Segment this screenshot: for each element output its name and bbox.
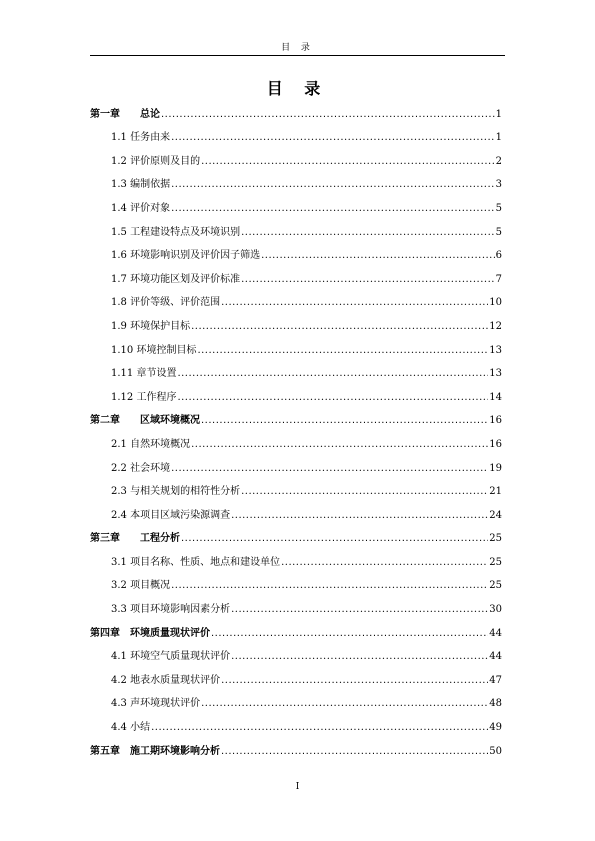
toc-entry-title: 1.9 环境保护目标 <box>111 320 191 332</box>
toc-dot-leader <box>177 392 488 404</box>
toc-page-number: 30 <box>489 604 502 616</box>
toc-section-entry[interactable] <box>90 595 502 619</box>
toc-page-number: 10 <box>489 297 502 309</box>
toc-page-number: 44 <box>489 651 502 663</box>
toc-section-entry[interactable] <box>90 218 502 242</box>
toc-page-number: 24 <box>489 509 502 521</box>
toc-dot-leader <box>191 439 488 451</box>
toc-dot-leader <box>241 227 495 239</box>
toc-entry-title: 4.4 小结 <box>111 722 151 734</box>
toc-dot-leader <box>221 675 488 687</box>
toc-entry-title: 1.12 工作程序 <box>111 391 177 403</box>
toc-section-entry[interactable] <box>90 713 502 737</box>
toc-dot-leader <box>201 415 488 427</box>
document-title: 目 录 <box>266 79 329 98</box>
toc-dot-leader <box>191 321 488 333</box>
table-of-contents <box>90 100 502 761</box>
toc-page-number: 1 <box>495 132 502 144</box>
toc-dot-leader <box>177 368 488 380</box>
toc-page-number: 48 <box>489 698 502 710</box>
toc-page-number: 49 <box>489 722 502 734</box>
toc-chapter-entry[interactable] <box>90 737 502 761</box>
toc-dot-leader <box>241 274 495 286</box>
toc-section-entry[interactable] <box>90 383 502 407</box>
toc-section-entry[interactable] <box>90 171 502 195</box>
toc-dot-leader <box>171 179 495 191</box>
toc-dot-leader <box>231 604 488 616</box>
toc-entry-title: 1.11 章节设置 <box>111 368 177 380</box>
toc-page-number: 1 <box>495 108 502 120</box>
toc-dot-leader <box>201 698 488 710</box>
toc-entry-title: 1.3 编制依据 <box>111 179 171 191</box>
toc-page-number: 16 <box>489 415 502 427</box>
toc-chapter-entry[interactable] <box>90 525 502 549</box>
toc-section-entry[interactable] <box>90 147 502 171</box>
toc-section-entry[interactable] <box>90 242 502 266</box>
toc-dot-leader <box>151 722 488 734</box>
toc-chapter-entry[interactable] <box>90 407 502 431</box>
toc-section-entry[interactable] <box>90 194 502 218</box>
toc-page-number: 25 <box>489 533 502 545</box>
toc-page-number: 3 <box>495 179 502 191</box>
toc-entry-title: 1.4 评价对象 <box>111 202 171 214</box>
toc-section-entry[interactable] <box>90 643 502 667</box>
toc-page-number: 13 <box>489 368 502 380</box>
toc-dot-leader <box>241 486 488 498</box>
toc-entry-title: 第五章 施工期环境影响分析 <box>90 745 220 757</box>
toc-page-number: 5 <box>495 226 502 238</box>
toc-dot-leader <box>281 557 488 569</box>
toc-dot-leader <box>171 132 495 144</box>
toc-entry-title: 2.3 与相关规划的相符性分析 <box>111 486 241 498</box>
toc-page-number: 6 <box>495 250 502 262</box>
toc-entry-title: 2.1 自然环境概况 <box>111 438 191 450</box>
toc-dot-leader <box>197 345 488 357</box>
toc-section-entry[interactable] <box>90 124 502 148</box>
toc-dot-leader <box>161 109 495 121</box>
header-rule <box>90 55 505 56</box>
toc-page-number: 16 <box>489 438 502 450</box>
toc-entry-title: 2.4 本项目区域污染源调查 <box>111 509 231 521</box>
toc-page-number: 7 <box>495 273 502 285</box>
toc-section-entry[interactable] <box>90 336 502 360</box>
toc-entry-title: 1.10 环境控制目标 <box>111 344 197 356</box>
toc-page-number: 47 <box>489 674 502 686</box>
toc-entry-title: 第三章 工程分析 <box>90 533 180 545</box>
toc-section-entry[interactable] <box>90 360 502 384</box>
toc-section-entry[interactable] <box>90 572 502 596</box>
toc-chapter-entry[interactable] <box>90 100 502 124</box>
toc-dot-leader <box>231 651 488 663</box>
toc-section-entry[interactable] <box>90 548 502 572</box>
toc-section-entry[interactable] <box>90 501 502 525</box>
toc-entry-title: 4.1 环境空气质量现状评价 <box>111 651 231 663</box>
toc-entry-title: 1.7 环境功能区划及评价标准 <box>111 273 241 285</box>
toc-page-number: 13 <box>489 344 502 356</box>
toc-entry-title: 3.2 项目概况 <box>111 580 171 592</box>
toc-page-number: 2 <box>495 155 502 167</box>
toc-entry-title: 第四章 环境质量现状评价 <box>90 627 210 639</box>
toc-dot-leader <box>181 533 488 545</box>
toc-page-number: 25 <box>489 556 502 568</box>
toc-section-entry[interactable] <box>90 430 502 454</box>
toc-entry-title: 3.3 项目环境影响因素分析 <box>111 604 231 616</box>
toc-page-number: 50 <box>489 745 502 757</box>
toc-section-entry[interactable] <box>90 478 502 502</box>
page-number: I <box>295 782 300 792</box>
toc-dot-leader <box>171 580 488 592</box>
toc-entry-title: 1.5 工程建设特点及环境识别 <box>111 226 241 238</box>
toc-dot-leader <box>221 297 488 309</box>
toc-section-entry[interactable] <box>90 265 502 289</box>
toc-dot-leader <box>231 510 488 522</box>
toc-section-entry[interactable] <box>90 289 502 313</box>
toc-entry-title: 第二章 区域环境概况 <box>90 415 200 427</box>
toc-section-entry[interactable] <box>90 454 502 478</box>
toc-entry-title: 1.2 评价原则及目的 <box>111 155 201 167</box>
toc-section-entry[interactable] <box>90 690 502 714</box>
toc-dot-leader <box>171 463 488 475</box>
toc-dot-leader <box>221 746 488 758</box>
toc-entry-title: 2.2 社会环境 <box>111 462 171 474</box>
toc-section-entry[interactable] <box>90 312 502 336</box>
toc-entry-title: 1.1 任务由来 <box>111 132 171 144</box>
toc-entry-title: 第一章 总论 <box>90 108 160 120</box>
toc-dot-leader <box>211 628 488 640</box>
toc-page-number: 21 <box>489 486 502 498</box>
toc-section-entry[interactable] <box>90 666 502 690</box>
toc-chapter-entry[interactable] <box>90 619 502 643</box>
toc-page-number: 12 <box>489 320 502 332</box>
toc-page-number: 25 <box>489 580 502 592</box>
toc-page-number: 44 <box>489 627 502 639</box>
toc-page-number: 14 <box>489 391 502 403</box>
toc-dot-leader <box>201 156 495 168</box>
toc-entry-title: 4.3 声环境现状评价 <box>111 698 201 710</box>
page-header: 目 录 <box>281 43 314 53</box>
toc-entry-title: 4.2 地表水质量现状评价 <box>111 674 221 686</box>
toc-entry-title: 3.1 项目名称、性质、地点和建设单位 <box>111 556 281 568</box>
toc-page-number: 5 <box>495 202 502 214</box>
toc-page-number: 19 <box>489 462 502 474</box>
toc-entry-title: 1.6 环境影响识别及评价因子筛选 <box>111 250 261 262</box>
toc-dot-leader <box>261 250 495 262</box>
toc-dot-leader <box>171 203 495 215</box>
toc-entry-title: 1.8 评价等级、评价范围 <box>111 297 221 309</box>
